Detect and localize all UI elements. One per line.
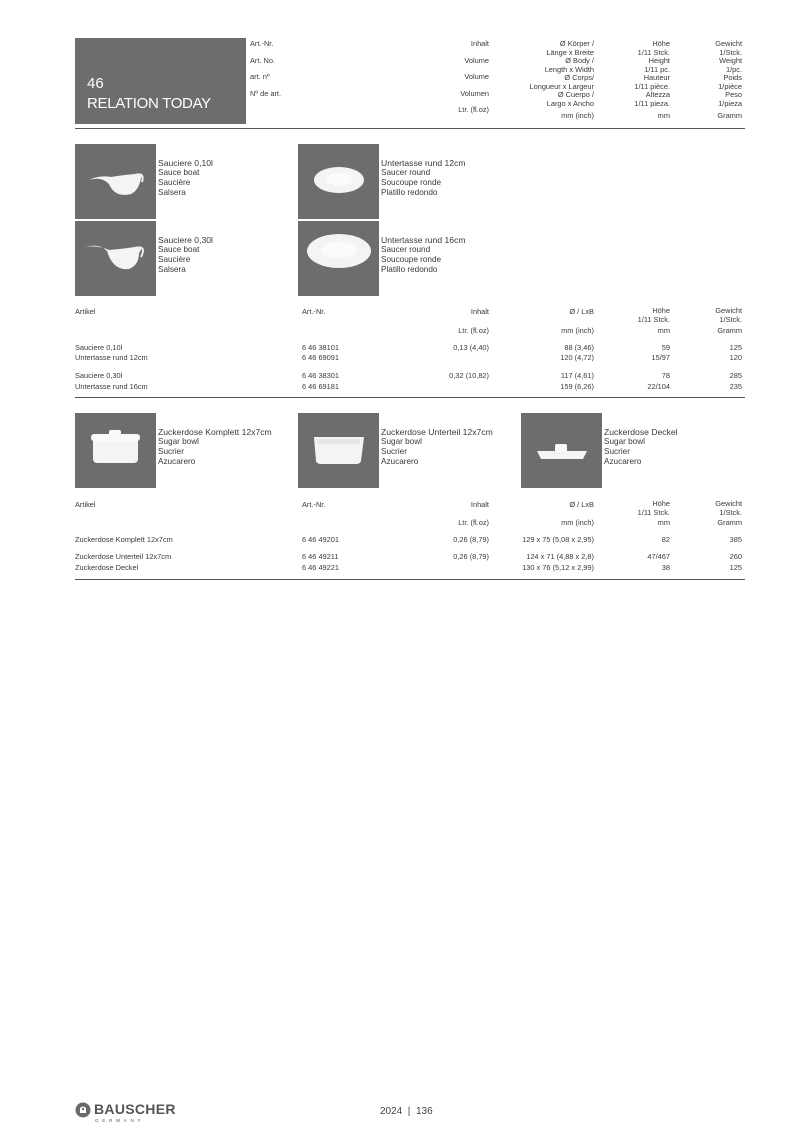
table-cell-dim: 88 (3,46) xyxy=(564,343,594,352)
header-body-line: Länge x Breite xyxy=(546,47,594,57)
header-hoehe-line: Altezza xyxy=(645,90,670,99)
table-cell-gewicht: 260 xyxy=(729,552,742,561)
product-title: Sauciere 0,30l xyxy=(158,235,213,245)
header-body-line: Length x Width xyxy=(544,64,594,74)
header-hoehe-column xyxy=(600,40,670,121)
header-body-column xyxy=(494,40,594,121)
header-hoehe-line: Height xyxy=(648,56,670,65)
table-cell-inhalt: 0,26 (8,79) xyxy=(453,535,489,544)
table-unit-hoehe: mm xyxy=(657,518,670,527)
header-inhalt-fr: Volume xyxy=(464,72,489,81)
table-cell-inhalt: 0,32 (10,82) xyxy=(449,371,489,380)
section-divider xyxy=(75,397,745,398)
table-cell-artnr: 6 46 38301 xyxy=(302,371,339,380)
table-cell-name: Zuckerdose Unterteil 12x7cm xyxy=(75,552,172,561)
table-cell-hoehe: 47/467 xyxy=(647,552,670,561)
header-body-line: Longueur x Largeur xyxy=(529,81,594,91)
table-unit-inhalt: Ltr. (fl.oz) xyxy=(458,518,489,527)
product-name-fr: Soucoupe ronde xyxy=(381,178,442,187)
header-gewicht-line: 1/Stck. xyxy=(719,47,742,57)
section-divider xyxy=(75,579,745,580)
header-inhalt-en: Volume xyxy=(464,55,489,65)
product-name-fr: Sucrier xyxy=(604,447,630,456)
product-name-es: Azucarero xyxy=(381,457,419,466)
header-hoehe-line: 1/11 Stck. xyxy=(637,47,670,57)
product-name-fr: Saucière xyxy=(158,255,191,264)
product-name-en: Sugar bowl xyxy=(158,437,199,446)
table-cell-name: Untertasse rund 16cm xyxy=(75,382,148,391)
table-cell-gewicht: 385 xyxy=(729,535,742,544)
product-name-en: Saucer round xyxy=(381,168,431,177)
table-header-inhalt: Inhalt xyxy=(470,500,489,509)
header-gewicht-line: 1/pc. xyxy=(725,64,742,74)
header-gewicht-column xyxy=(672,40,742,121)
table-cell-hoehe: 15/97 xyxy=(651,353,670,362)
header-gewicht-line: 1/pièce xyxy=(718,81,742,91)
brand-crest-icon xyxy=(75,1102,91,1118)
table-header-hoehe-line: 1/11 Stck. xyxy=(637,507,670,517)
table-cell-hoehe: 38 xyxy=(661,563,670,572)
header-body-unit: mm (inch) xyxy=(561,111,594,120)
page-number: 2024 | 136 xyxy=(380,1106,433,1117)
table-cell-artnr: 6 46 38101 xyxy=(302,343,339,352)
sauce-boat-image xyxy=(75,144,156,219)
table-cell-artnr: 6 46 69091 xyxy=(302,353,339,362)
product-name-en: Sugar bowl xyxy=(381,437,422,446)
series-title-box xyxy=(75,38,246,124)
product-name-es: Platillo redondo xyxy=(381,188,438,197)
table-header-inhalt: Inhalt xyxy=(470,307,489,316)
sugar-bowl-base-image xyxy=(298,413,379,488)
product-card-sugar-bowl-lid xyxy=(604,427,678,467)
table-cell-dim: 129 x 75 (5,08 x 2,95) xyxy=(522,535,594,544)
table-header-artnr: Art.-Nr. xyxy=(302,307,326,316)
table-header-hoehe xyxy=(600,500,670,517)
header-body-line: Ø Körper / xyxy=(559,39,594,48)
product-card-saucer-12 xyxy=(381,158,466,198)
product-title: Sauciere 0,10l xyxy=(158,158,213,168)
table-cell-artnr: 6 46 49201 xyxy=(302,535,339,544)
header-gewicht-line: Peso xyxy=(725,90,742,99)
header-inhalt-de: Inhalt xyxy=(470,39,489,48)
product-title: Untertasse rund 12cm xyxy=(381,158,466,168)
table-cell-gewicht: 125 xyxy=(729,343,742,352)
product-card-saucer-16 xyxy=(381,235,466,275)
brand-logo xyxy=(75,1101,185,1125)
product-name-fr: Sucrier xyxy=(381,447,407,456)
table-cell-name: Untertasse rund 12cm xyxy=(75,353,148,362)
product-title: Zuckerdose Unterteil 12x7cm xyxy=(381,427,493,437)
product-photo-saucer-16 xyxy=(298,221,379,296)
product-name-es: Azucarero xyxy=(158,457,196,466)
table-cell-hoehe: 82 xyxy=(661,535,670,544)
table-cell-name: Sauciere 0,10l xyxy=(75,343,123,352)
product-name-en: Saucer round xyxy=(381,245,431,254)
sugar-bowl-lid-image xyxy=(521,413,602,488)
table-cell-name: Zuckerdose Komplett 12x7cm xyxy=(75,535,173,544)
table-cell-gewicht: 120 xyxy=(729,353,742,362)
product-photo-sugar-bowl-base xyxy=(298,413,379,488)
table-cell-artnr: 6 46 69181 xyxy=(302,382,339,391)
table-cell-dim: 124 x 71 (4,88 x 2,8) xyxy=(526,552,594,561)
table-header-dim: Ø / LxB xyxy=(569,307,594,316)
table-cell-dim: 159 (6,26) xyxy=(560,382,594,391)
table-header-hoehe-line: Höhe xyxy=(652,499,670,508)
header-hoehe-line: 1/11 pièce. xyxy=(634,81,670,91)
series-number: 46 xyxy=(87,75,104,92)
product-title: Zuckerdose Komplett 12x7cm xyxy=(158,427,272,437)
product-name-es: Azucarero xyxy=(604,457,642,466)
table-cell-artnr: 6 46 49211 xyxy=(302,552,339,561)
product-photo-sauce-boat-small xyxy=(75,144,156,219)
header-inhalt-column xyxy=(400,40,489,115)
header-body-line: Ø Corps/ xyxy=(564,73,594,82)
table-unit-dim: mm (inch) xyxy=(561,518,594,527)
saucer-image xyxy=(298,144,379,219)
brand-subline: GERMANY xyxy=(95,1118,145,1123)
table-header-gewicht-line: 1/Stck. xyxy=(719,507,742,517)
product-title: Zuckerdose Deckel xyxy=(604,427,678,437)
product-card-sugar-bowl-complete xyxy=(158,427,272,467)
table-header-gewicht xyxy=(672,307,742,324)
table-header-gewicht-line: 1/Stck. xyxy=(719,314,742,324)
table-unit-dim: mm (inch) xyxy=(561,326,594,335)
product-card-sugar-bowl-base xyxy=(381,427,493,467)
header-artnr-de: Art.-Nr. xyxy=(250,39,274,48)
table-cell-hoehe: 59 xyxy=(661,343,670,352)
table-cell-dim: 120 (4,72) xyxy=(560,353,594,362)
table-header-gewicht xyxy=(672,500,742,517)
header-artnr-column xyxy=(250,40,281,98)
product-name-fr: Sucrier xyxy=(158,447,184,456)
header-gewicht-line: Poids xyxy=(723,73,742,82)
product-name-en: Sauce boat xyxy=(158,168,200,177)
header-gewicht-line: 1/pieza xyxy=(718,98,742,108)
product-photo-sugar-bowl-lid xyxy=(521,413,602,488)
header-hoehe-unit: mm xyxy=(657,111,670,120)
series-name: RELATION TODAY xyxy=(87,95,211,112)
product-photo-saucer-12 xyxy=(298,144,379,219)
header-artnr-es: Nº de art. xyxy=(250,88,282,98)
product-name-es: Platillo redondo xyxy=(381,265,438,274)
product-name-fr: Saucière xyxy=(158,178,191,187)
header-hoehe-line: 1/11 pieza. xyxy=(634,98,670,108)
table-unit-gewicht: Gramm xyxy=(717,326,742,335)
header-gewicht-line: Weight xyxy=(719,56,742,65)
table-unit-hoehe: mm xyxy=(657,326,670,335)
sugar-bowl-image xyxy=(75,413,156,488)
product-card-sauce-boat-small xyxy=(158,158,213,198)
product-photo-sugar-bowl-complete xyxy=(75,413,156,488)
header-hoehe-line: 1/11 pc. xyxy=(644,64,670,74)
header-inhalt-unit: Ltr. (fl.oz) xyxy=(458,105,489,114)
table-cell-dim: 117 (4,61) xyxy=(560,371,594,380)
brand-wordmark: BAUSCHER xyxy=(94,1101,176,1117)
table-cell-gewicht: 235 xyxy=(729,382,742,391)
table-header-artikel: Artikel xyxy=(75,307,96,316)
header-inhalt-es: Volumen xyxy=(460,88,489,98)
table-cell-artnr: 6 46 49221 xyxy=(302,563,339,572)
table-cell-name: Zuckerdose Deckel xyxy=(75,563,139,572)
header-hoehe-line: Höhe xyxy=(652,39,670,48)
header-gewicht-unit: Gramm xyxy=(717,111,742,120)
table-header-dim: Ø / LxB xyxy=(569,500,594,509)
table-header-hoehe-line: 1/11 Stck. xyxy=(637,314,670,324)
header-gewicht-line: Gewicht xyxy=(715,39,742,48)
table-header-hoehe-line: Höhe xyxy=(652,306,670,315)
table-cell-inhalt: 0,26 (8,79) xyxy=(453,552,489,561)
product-name-es: Salsera xyxy=(158,265,186,274)
header-artnr-en: Art. No. xyxy=(250,55,276,65)
product-name-en: Sugar bowl xyxy=(604,437,645,446)
header-body-line: Ø Cuerpo / xyxy=(557,90,594,99)
table-cell-dim: 130 x 76 (5,12 x 2,99) xyxy=(522,563,594,572)
product-name-es: Salsera xyxy=(158,188,186,197)
product-title: Untertasse rund 16cm xyxy=(381,235,466,245)
sauce-boat-image xyxy=(75,221,156,296)
table-cell-name: Sauciere 0,30l xyxy=(75,371,123,380)
table-cell-gewicht: 285 xyxy=(729,371,742,380)
table-unit-inhalt: Ltr. (fl.oz) xyxy=(458,326,489,335)
table-cell-hoehe: 78 xyxy=(661,371,670,380)
header-artnr-fr: art. nº xyxy=(250,72,270,81)
header-body-line: Ø Body / xyxy=(565,56,594,65)
table-cell-gewicht: 125 xyxy=(729,563,742,572)
table-header-gewicht-line: Gewicht xyxy=(715,499,742,508)
header-divider xyxy=(75,128,745,129)
product-name-en: Sauce boat xyxy=(158,245,200,254)
product-name-fr: Soucoupe ronde xyxy=(381,255,442,264)
table-header-hoehe xyxy=(600,307,670,324)
product-card-sauce-boat-large xyxy=(158,235,213,275)
header-body-line: Largo x Ancho xyxy=(546,98,594,108)
table-header-gewicht-line: Gewicht xyxy=(715,306,742,315)
table-unit-gewicht: Gramm xyxy=(717,518,742,527)
product-photo-sauce-boat-large xyxy=(75,221,156,296)
table-cell-hoehe: 22/104 xyxy=(647,382,670,391)
header-hoehe-line: Hauteur xyxy=(643,73,670,82)
table-cell-inhalt: 0,13 (4,40) xyxy=(453,343,489,352)
saucer-image xyxy=(298,221,379,296)
table-header-artnr: Art.-Nr. xyxy=(302,500,326,509)
table-header-artikel: Artikel xyxy=(75,500,96,509)
